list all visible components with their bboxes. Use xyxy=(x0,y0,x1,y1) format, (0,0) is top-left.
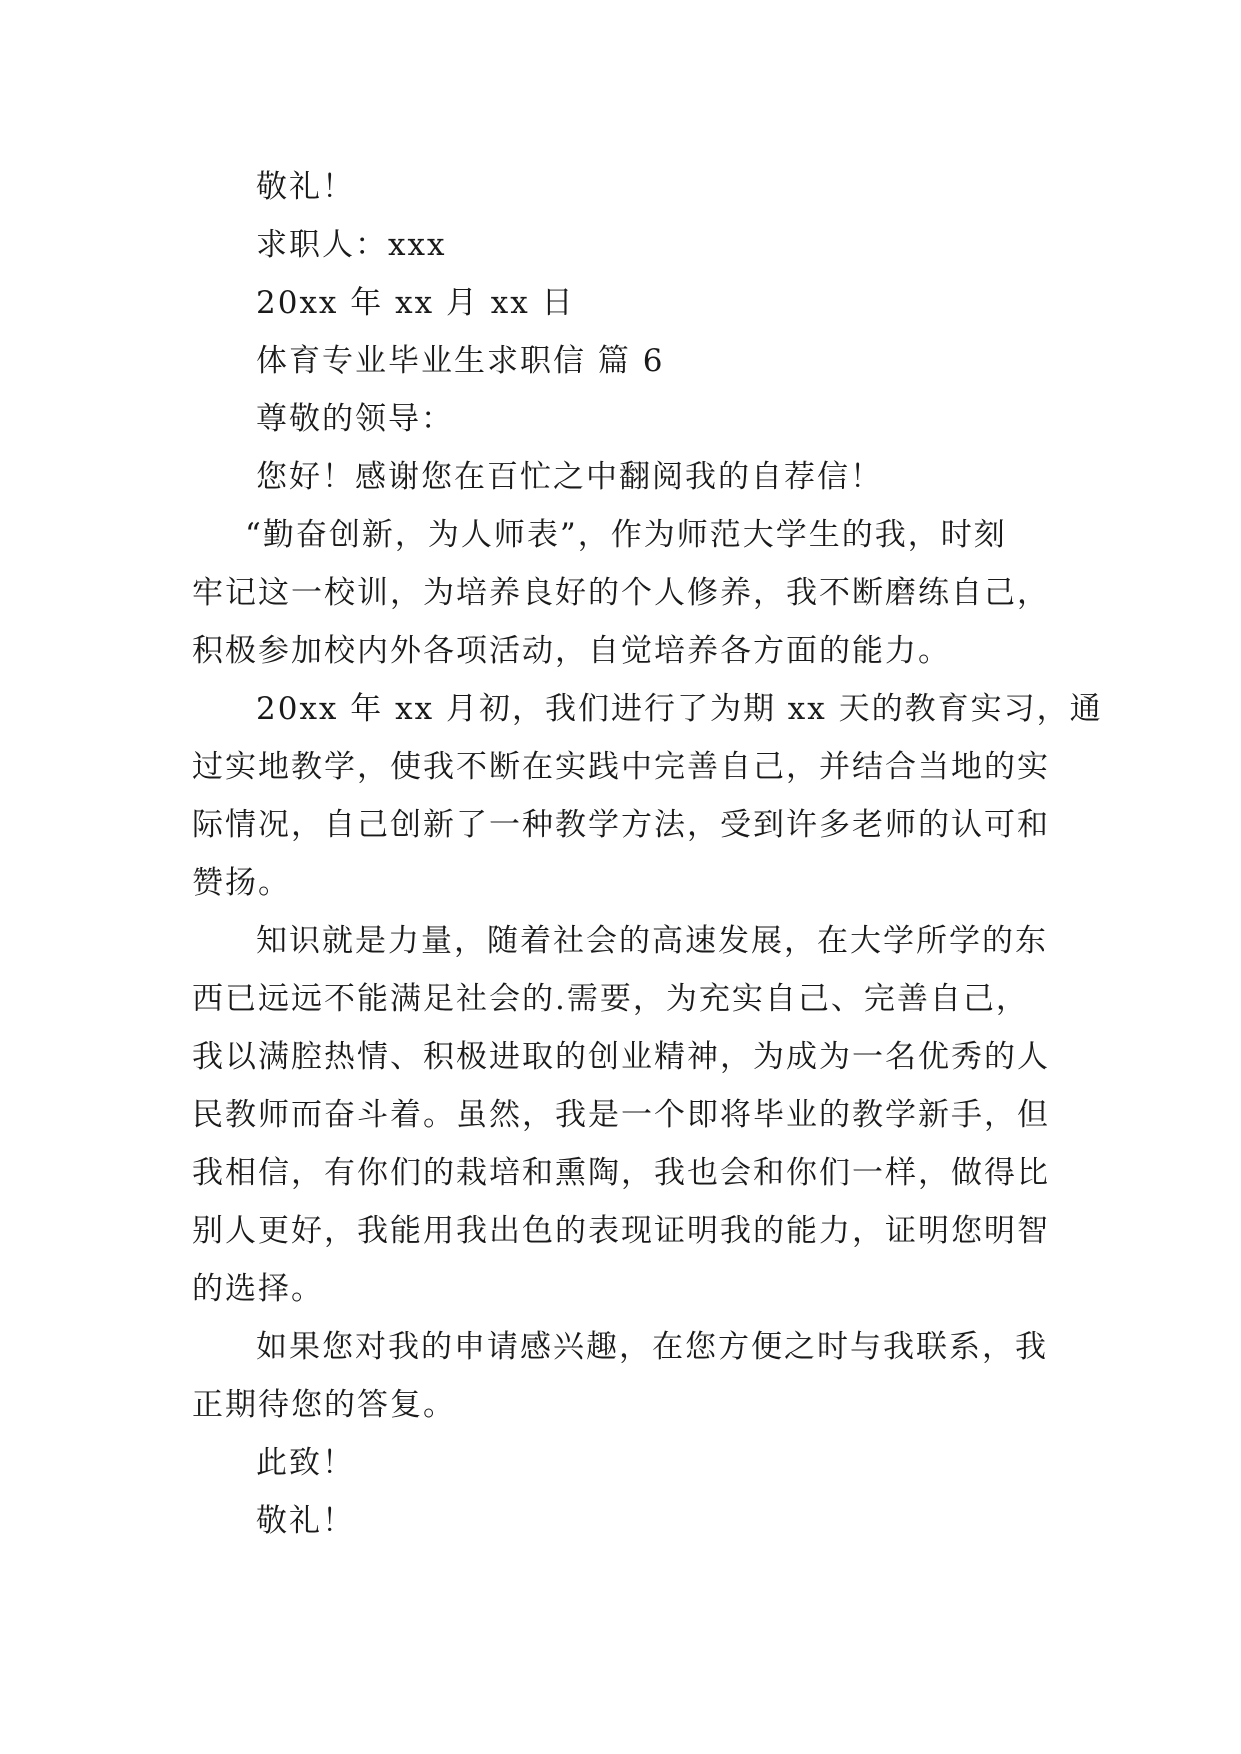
paragraph-line: 民教师而奋斗着。虽然，我是一个即将毕业的教学新手，但 xyxy=(192,1097,1050,1133)
paragraph-line: 过实地教学，使我不断在实践中完善自己，并结合当地的实 xyxy=(192,749,1050,785)
paragraph-line: 知识就是力量，随着社会的高速发展，在大学所学的东 xyxy=(256,923,1048,959)
paragraph-line: 正期待您的答复。 xyxy=(192,1387,456,1423)
paragraph-line: 别人更好，我能用我出色的表现证明我的能力，证明您明智 xyxy=(192,1213,1050,1249)
closing-regards: 此致！ xyxy=(256,1445,355,1481)
paragraph-line: 的选择。 xyxy=(192,1271,324,1307)
paragraph-line: 赞扬。 xyxy=(192,865,291,901)
paragraph-line: 西已远远不能满足社会的.需要，为充实自己、完善自己， xyxy=(192,981,1029,1017)
section-heading: 体育专业毕业生求职信 篇 6 xyxy=(256,343,665,379)
letter-date: 20xx 年 xx 月 xx 日 xyxy=(256,285,575,321)
paragraph-line: 如果您对我的申请感兴趣，在您方便之时与我联系，我 xyxy=(256,1329,1048,1365)
paragraph-line: “勤奋创新，为人师表”，作为师范大学生的我，时刻 xyxy=(245,517,1007,553)
closing-salute: 敬礼！ xyxy=(256,169,355,205)
greeting-line: 您好！感谢您在百忙之中翻阅我的自荐信！ xyxy=(256,459,883,495)
paragraph-line: 际情况，自己创新了一种教学方法，受到许多老师的认可和 xyxy=(192,807,1050,843)
paragraph-line: 我相信，有你们的栽培和熏陶，我也会和你们一样，做得比 xyxy=(192,1155,1050,1191)
applicant-name: 求职人：xxx xyxy=(256,227,447,263)
salutation: 尊敬的领导： xyxy=(256,401,454,437)
paragraph-line: 我以满腔热情、积极进取的创业精神，为成为一名优秀的人 xyxy=(192,1039,1050,1075)
paragraph-line: 积极参加校内外各项活动，自觉培养各方面的能力。 xyxy=(192,633,951,669)
closing-salute: 敬礼！ xyxy=(256,1503,355,1539)
paragraph-line: 20xx 年 xx 月初，我们进行了为期 xx 天的教育实习，通 xyxy=(256,691,1103,727)
paragraph-line: 牢记这一校训，为培养良好的个人修养，我不断磨练自己， xyxy=(192,575,1050,611)
